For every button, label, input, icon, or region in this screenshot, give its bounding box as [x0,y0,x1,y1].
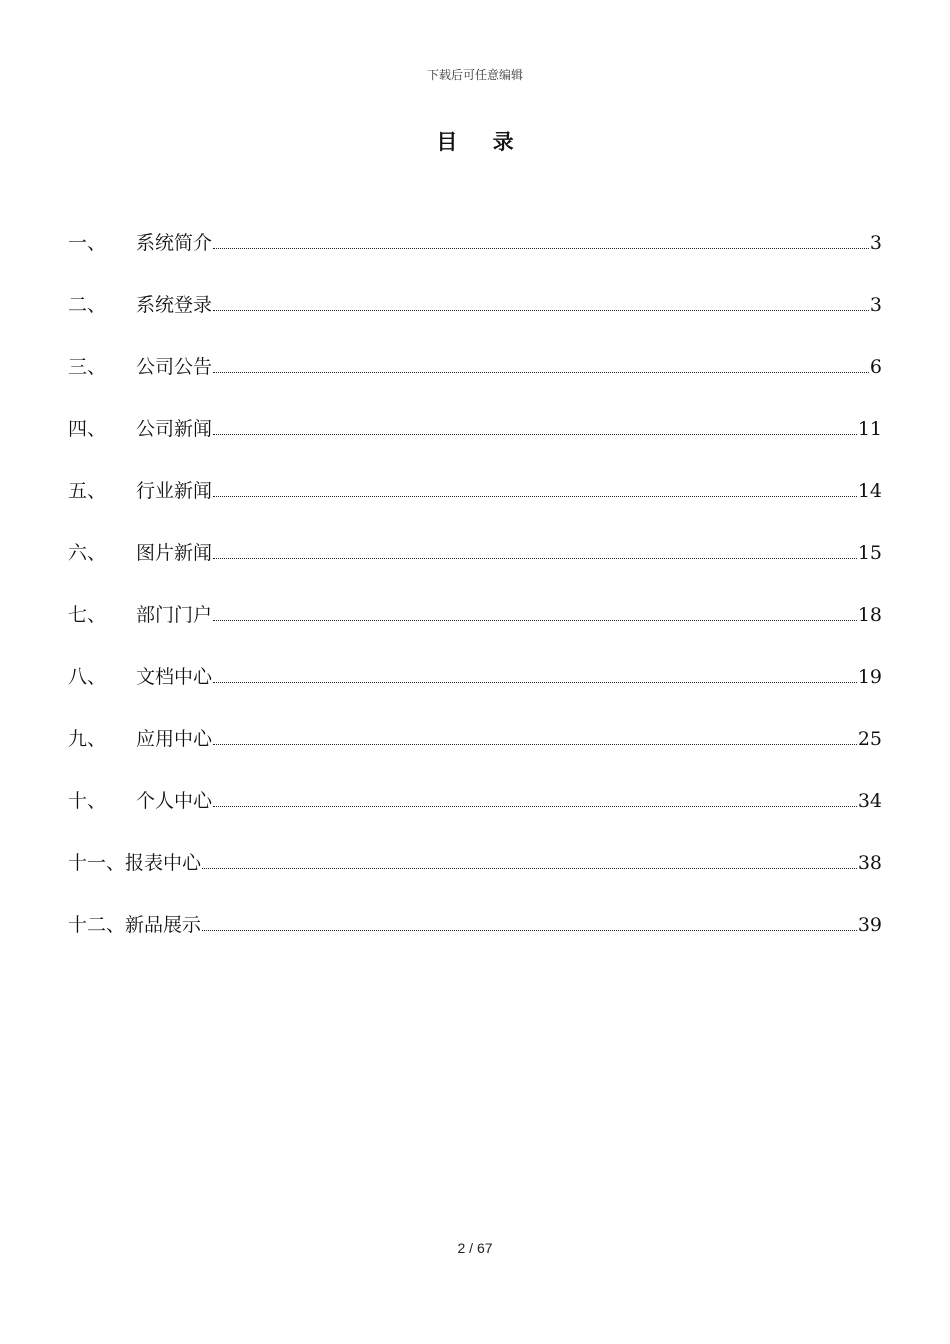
toc-page-number: 3 [869,294,882,316]
toc-entry[interactable] [68,785,882,847]
toc-leader-dots [213,619,857,621]
toc-entry[interactable] [68,413,882,475]
toc-entry[interactable] [68,537,882,599]
toc-label: 系统简介 [136,232,213,254]
toc-leader-dots [213,743,857,745]
toc-number: 八、 [68,666,107,688]
toc-page-number: 11 [857,418,882,440]
toc-page-number: 3 [869,232,882,254]
toc-number: 五、 [68,480,107,502]
toc-page-number: 14 [857,480,882,502]
toc-label: 报表中心 [125,852,202,874]
toc-entry[interactable] [68,475,882,537]
toc-label: 个人中心 [136,790,213,812]
toc-number: 九、 [68,728,107,750]
toc-page-number: 25 [857,728,882,750]
toc-leader-dots [213,371,869,373]
toc-entry[interactable] [68,909,882,971]
toc-page-number: 19 [857,666,882,688]
toc-label: 部门门户 [136,604,213,626]
toc-leader-dots [213,309,869,311]
page-title: 目 录 [436,129,528,154]
toc-label: 公司新闻 [136,418,213,440]
toc-page-number: 39 [857,914,882,936]
toc-leader-dots [202,929,857,931]
toc-number: 四、 [68,418,107,440]
toc-number: 二、 [68,294,107,316]
toc-label: 公司公告 [136,356,213,378]
toc-label: 文档中心 [136,666,213,688]
toc-number: 一、 [68,232,107,254]
toc-leader-dots [213,433,857,435]
page-indicator: 2 / 67 [457,1240,493,1256]
toc-entry[interactable] [68,847,882,909]
toc-entry[interactable] [68,351,882,413]
toc-leader-dots [213,247,869,249]
toc-label: 图片新闻 [136,542,213,564]
header-note: 下载后可任意编辑 [426,68,523,82]
toc-number: 三、 [68,356,107,378]
toc-leader-dots [213,681,857,683]
toc-number: 七、 [68,604,107,626]
toc-label: 行业新闻 [136,480,213,502]
toc-page-number: 38 [857,852,882,874]
toc-leader-dots [213,495,857,497]
toc-page-number: 18 [857,604,882,626]
toc-number: 十一、 [68,852,126,874]
toc-page-number: 6 [869,356,882,378]
toc-entry[interactable] [68,289,882,351]
toc-page-number: 34 [857,790,882,812]
toc-label: 新品展示 [125,914,202,936]
toc-number: 十二、 [68,914,126,936]
toc-number: 十、 [68,790,107,812]
toc-leader-dots [213,805,857,807]
toc-entry[interactable] [68,227,882,289]
toc-page-number: 15 [857,542,882,564]
toc-number: 六、 [68,542,107,564]
toc-entry[interactable] [68,599,882,661]
toc-label: 应用中心 [136,728,213,750]
toc-leader-dots [202,867,857,869]
toc-leader-dots [213,557,857,559]
toc-label: 系统登录 [136,294,213,316]
toc-entry[interactable] [68,723,882,785]
table-of-contents [68,227,882,971]
toc-entry[interactable] [68,661,882,723]
